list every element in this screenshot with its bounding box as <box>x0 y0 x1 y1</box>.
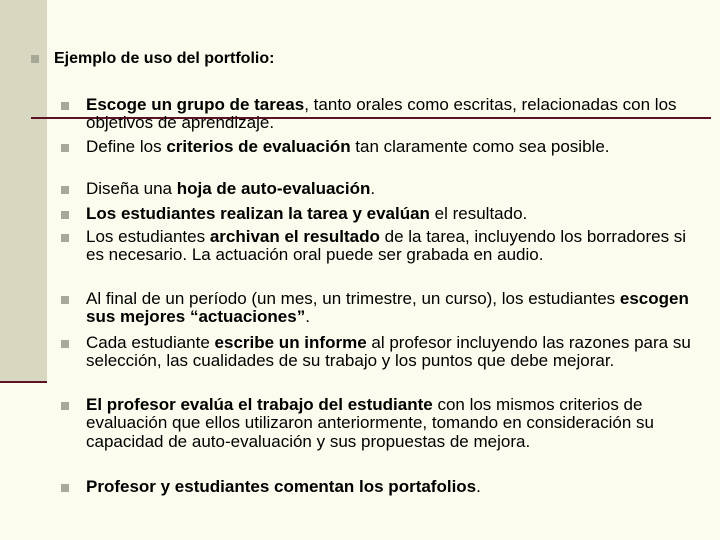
text: con los mismos criterios de evaluación que ellos utilizaron anteriormente, tomando en consideración su capacidad de auto-evaluación y sus propuestas de mejora. <box>86 395 654 451</box>
square-bullet-icon <box>61 340 69 348</box>
left-decorative-band <box>0 0 47 382</box>
band-bottom-line <box>0 381 47 383</box>
text: . <box>370 179 376 198</box>
list-item <box>86 396 696 451</box>
text: , tanto orales como escritas, relacionadas con los objetivos de aprendizaje. <box>86 95 677 133</box>
bold-text: escribe un informe <box>214 333 367 352</box>
list-item <box>86 96 696 133</box>
text: el resultado. <box>429 204 528 223</box>
bold-text: escogen sus mejores “actuaciones” <box>86 289 689 327</box>
list-item <box>86 228 696 265</box>
bold-text: hoja de auto-evaluación <box>176 179 371 198</box>
bold-text: criterios de evaluación <box>166 137 351 156</box>
square-bullet-icon <box>61 211 69 219</box>
text: Al final de un período (un mes, un trimestre, un curso), los estudiantes <box>86 289 620 308</box>
square-bullet-icon <box>61 484 69 492</box>
bold-text: archivan el resultado <box>209 227 380 246</box>
slide-heading: Ejemplo de uso del portfolio: <box>54 50 275 67</box>
square-bullet-icon <box>61 402 69 410</box>
text: Los estudiantes <box>86 227 210 246</box>
list-item <box>86 205 696 223</box>
list-item <box>86 138 696 156</box>
text: . <box>476 477 481 496</box>
text: Cada estudiante <box>86 333 215 352</box>
text: Diseña una <box>86 179 177 198</box>
bold-text: El profesor evalúa el trabajo del estudiante <box>86 395 433 414</box>
bold-text: Los estudiantes realizan la tarea y evalúan <box>86 204 430 223</box>
bold-text: Escoge un grupo de tareas <box>86 95 305 114</box>
list-item <box>86 334 696 371</box>
square-bullet-icon <box>61 102 69 110</box>
square-bullet-icon <box>31 55 39 63</box>
square-bullet-icon <box>61 296 69 304</box>
list-item <box>86 180 696 198</box>
text: de la tarea, incluyendo los borradores si es necesario. La actuación oral puede ser grabada en audio. <box>86 227 687 265</box>
square-bullet-icon <box>61 186 69 194</box>
text: . <box>305 307 310 327</box>
bold-text: Profesor y estudiantes comentan los portafolios <box>86 477 477 496</box>
text: tan claramente como sea posible. <box>350 137 610 156</box>
square-bullet-icon <box>61 144 69 152</box>
list-item <box>86 290 696 327</box>
text: Define los <box>86 137 167 156</box>
text: al profesor incluyendo las razones para su selección, las cualidades de su trabajo y los puntos que debe mejorar. <box>86 333 691 371</box>
list-item <box>86 478 696 496</box>
square-bullet-icon <box>61 234 69 242</box>
